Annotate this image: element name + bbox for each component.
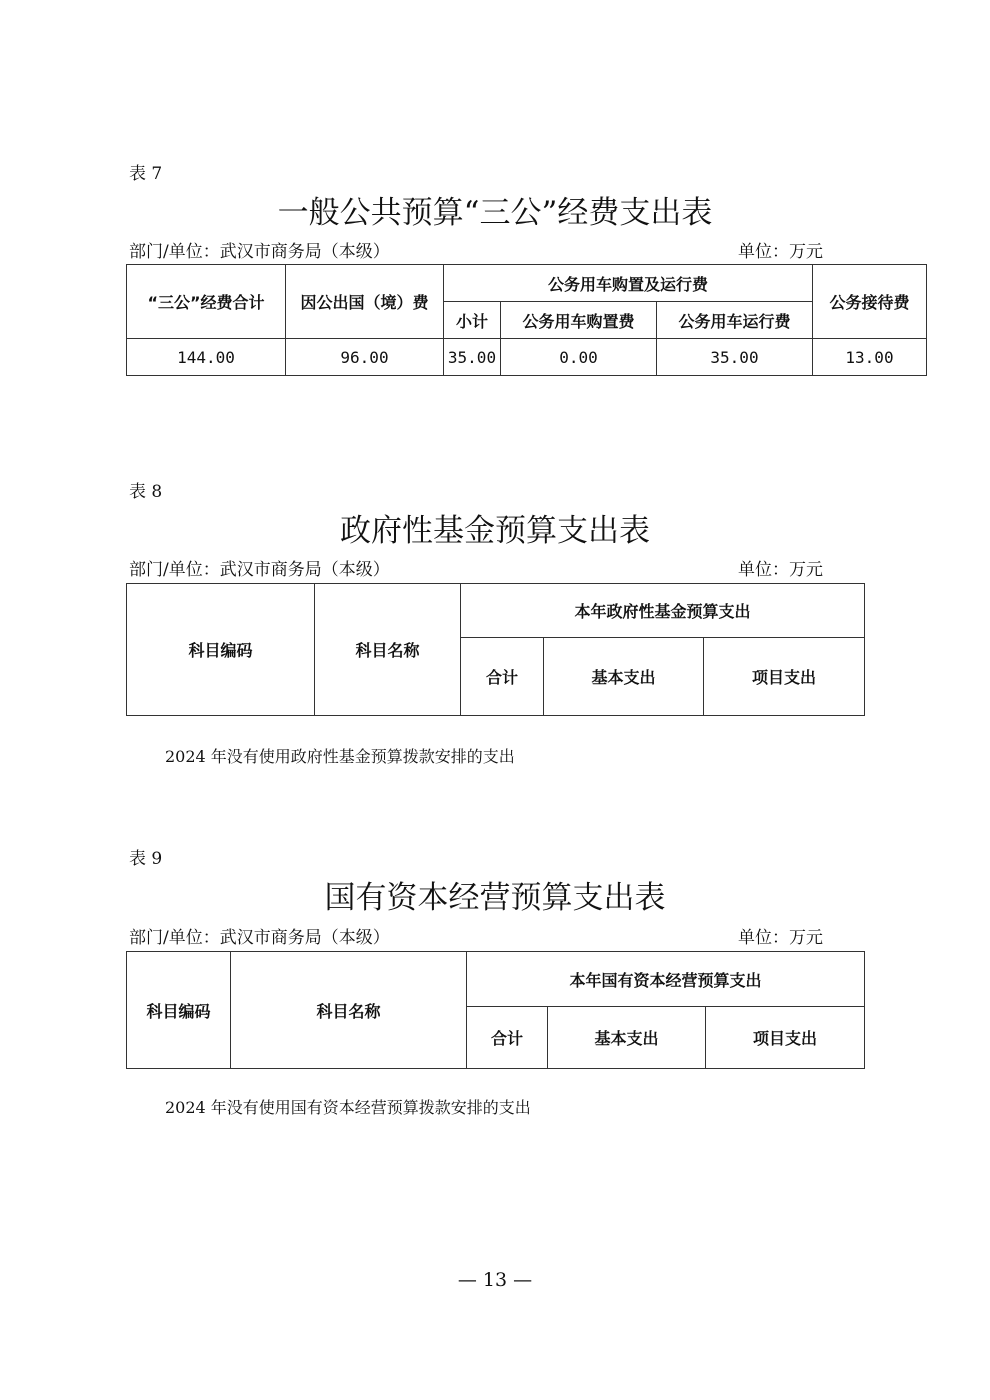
table8-header-group: 本年政府性基金预算支出 [461, 584, 865, 638]
table9-grid [126, 951, 865, 1069]
table9-note: 2024 年没有使用国有资本经营预算拨款安排的支出 [165, 1098, 531, 1117]
table7-header-reception: 公务接待费 [813, 265, 927, 339]
table7-label: 表 7 [129, 164, 163, 184]
table7-grid [126, 264, 927, 376]
table7-header-subtotal: 小计 [444, 302, 501, 339]
table7-value-total: 144.00 [127, 339, 286, 376]
table9-dept: 部门/单位：武汉市商务局（本级） [129, 928, 390, 948]
table9-header-project: 项目支出 [706, 1007, 865, 1069]
table-row [127, 339, 927, 376]
table9-header-name: 科目名称 [231, 952, 467, 1069]
table7-header-vehicle-group: 公务用车购置及运行费 [444, 265, 813, 302]
table7-value-abroad: 96.00 [286, 339, 444, 376]
table7-header-abroad: 因公出国（境）费 [286, 265, 444, 339]
table9-header-basic: 基本支出 [548, 1007, 706, 1069]
table9-title: 国有资本经营预算支出表 [324, 880, 666, 916]
table7-header-purchase: 公务用车购置费 [501, 302, 657, 339]
table7-dept: 部门/单位：武汉市商务局（本级） [129, 242, 390, 262]
page-number: — 13 — [457, 1269, 533, 1291]
table8-header-basic: 基本支出 [544, 638, 704, 716]
table7-value-subtotal: 35.00 [444, 339, 501, 376]
table7-header-total: “三公”经费合计 [127, 265, 286, 339]
table8-note: 2024 年没有使用政府性基金预算拨款安排的支出 [165, 747, 515, 766]
table9-header-code: 科目编码 [127, 952, 231, 1069]
table7-unit: 单位：万元 [738, 242, 823, 262]
table7-title: 一般公共预算“三公”经费支出表 [277, 195, 713, 231]
table8-header-total: 合计 [461, 638, 544, 716]
table7-value-operation: 35.00 [657, 339, 813, 376]
table7-value-reception: 13.00 [813, 339, 927, 376]
table8-header-project: 项目支出 [704, 638, 865, 716]
table9-header-total: 合计 [467, 1007, 548, 1069]
table8-header-code: 科目编码 [127, 584, 315, 716]
table9-unit: 单位：万元 [738, 928, 823, 948]
table8-label: 表 8 [129, 482, 163, 502]
table8-unit: 单位：万元 [738, 560, 823, 580]
table8-title: 政府性基金预算支出表 [340, 513, 650, 549]
table9-label: 表 9 [129, 849, 163, 869]
table7-value-purchase: 0.00 [501, 339, 657, 376]
table8-dept: 部门/单位：武汉市商务局（本级） [129, 560, 390, 580]
table7-header-operation: 公务用车运行费 [657, 302, 813, 339]
table8-header-name: 科目名称 [315, 584, 461, 716]
table8-grid [126, 583, 865, 716]
table9-header-group: 本年国有资本经营预算支出 [467, 952, 865, 1007]
